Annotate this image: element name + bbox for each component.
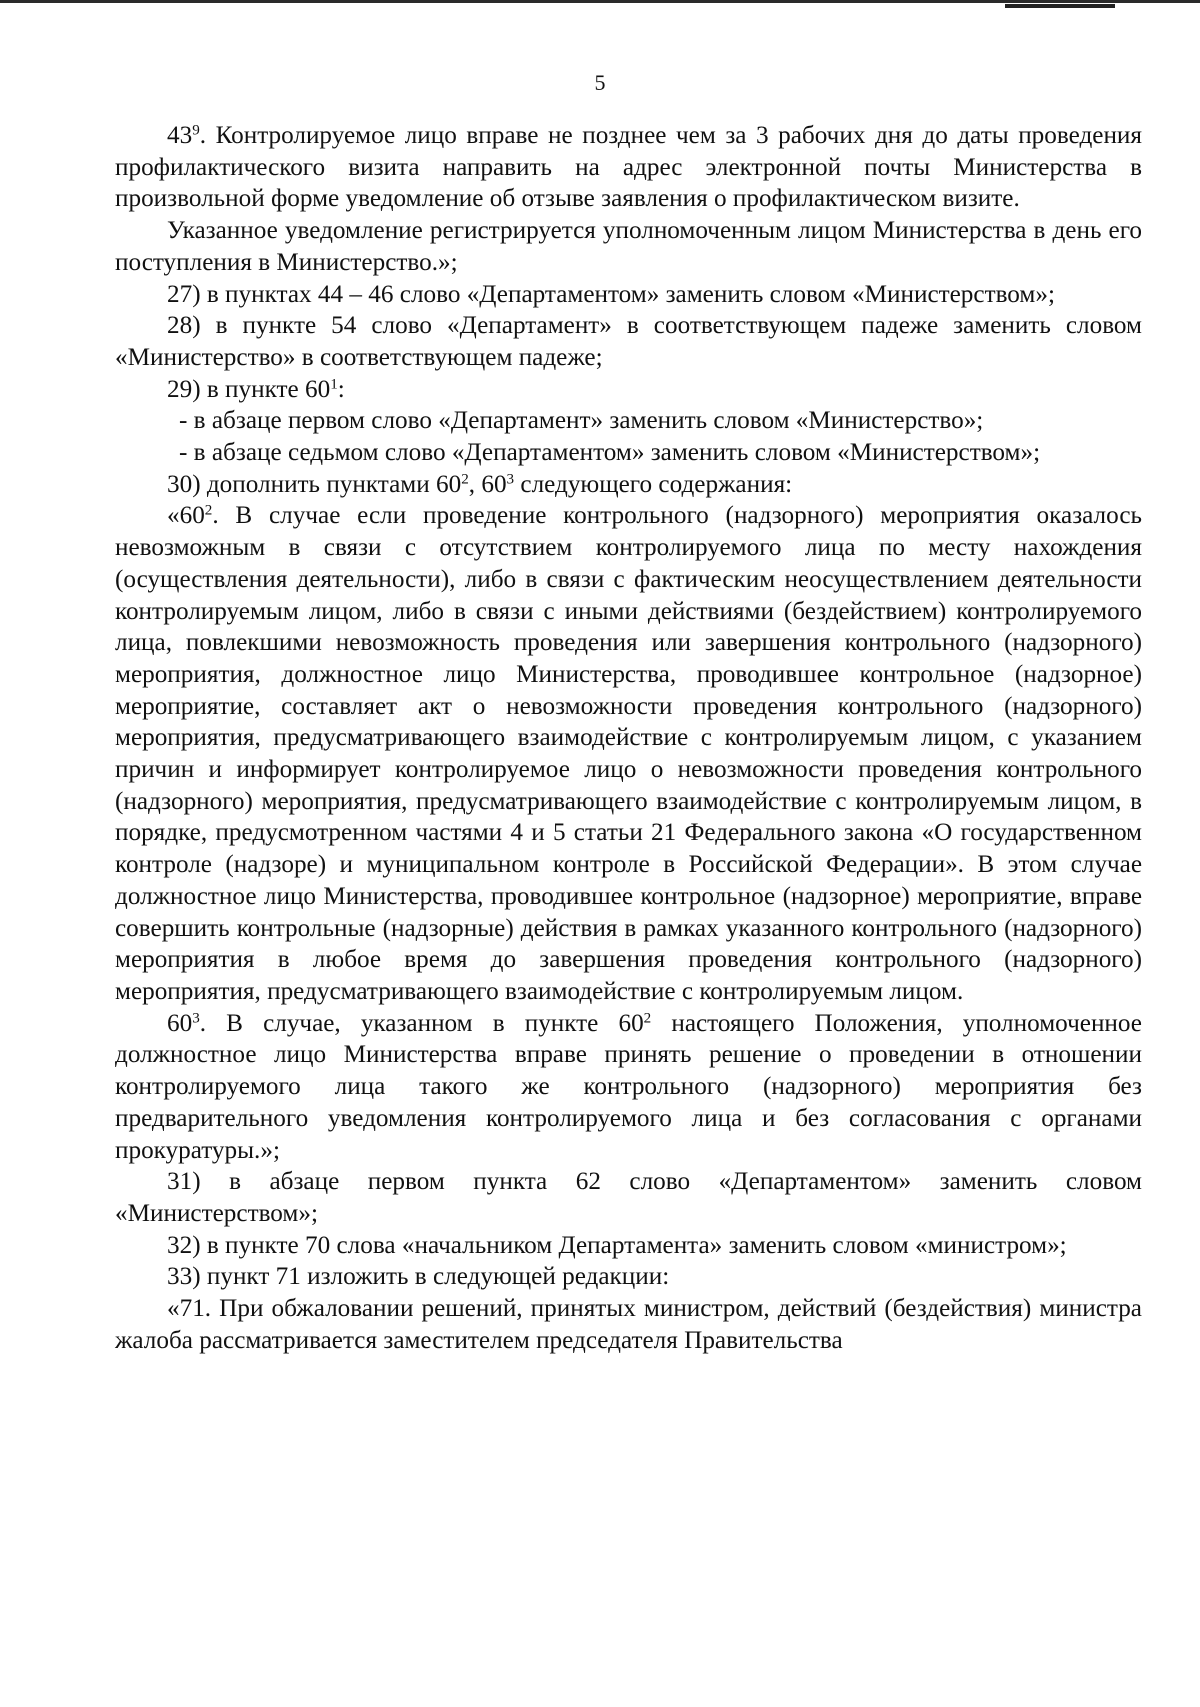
paragraph-item-29-dash-2: - в абзаце седьмом слово «Департаментом» заменить словом «Министерством»;	[179, 439, 1041, 467]
paragraph-60-2: «$60^2$. В случае если проведение контрольного (надзорного) мероприятия оказалось невозможным в связи с отсутствием контролируемого лица по месту нахождения (осуществления деятельности), либо в связи с фактическим неосуществлением деятельности контролируемым лицом, либо в связи с иными действиями (бездействием) контролируемого лица, повлекшими невозможность проведения или завершения контрольного (надзорного) мероприятия, должностное лицо Министерства, проводившее контрольное (надзорное) мероприятие, составляет акт о невозможности проведения контрольного (надзорного) мероприятия, предусматривающего взаимодействие с контролируемым лицом, с указанием причин и информирует контролируемое лицо о невозможности проведения контрольного (надзорного) мероприятия, предусматривающего взаимодействие с контролируемым лицом, в порядке, предусмотренном частями 4 и 5 статьи 21 Федерального закона «О государственном контроле (надзоре) и муниципальном контроле в Российской Федерации». В этом случае должностное лицо Министерства, проводившее контрольное (надзорное) мероприятие, вправе совершить контрольные (надзорные) действия в рамках указанного контрольного (надзорного) мероприятия в любое время до завершения проведения контрольного (надзорного) мероприятия, предусматривающего взаимодействие с контролируемым лицом.	[115, 502, 1142, 1005]
paragraph-item-29: 29) в пункте $60^1$:	[167, 375, 345, 403]
paragraph-item-28: 28) в пункте 54 слово «Департамент» в соответствующем падеже заменить словом «Министерство» в соответствующем падеже;	[115, 312, 1142, 371]
paragraph-43-9: $43^9$. Контролируемое лицо вправе не позднее чем за 3 рабочих дня до даты проведения профилактического визита направить на адрес электронной почты Министерства в произвольной форме уведомление об отзыве заявления о профилактическом визите.	[115, 122, 1142, 213]
paragraph-item-31: 31) в абзаце первом пункта 62 слово «Департаментом» заменить словом «Министерством»;	[115, 1168, 1142, 1227]
paragraph-notice-registration: Указанное уведомление регистрируется уполномоченным лицом Министерства в день его поступления в Министерство.»;	[115, 217, 1142, 276]
paragraph-60-3: $60^3$. В случае, указанном в пункте $60^2$ настоящего Положения, уполномоченное должностное лицо Министерства вправе принять решение о проведении в отношении контролируемого лица такого же контрольного (надзорного) мероприятия без предварительного уведомления контролируемого лица и без согласования с органами прокуратуры.»;	[115, 1009, 1142, 1164]
paragraph-item-32: 32) в пункте 70 слова «начальником Департамента» заменить словом «министром»;	[167, 1231, 1067, 1259]
paragraph-item-30: 30) дополнить пунктами $60^2$, $60^3$ следующего содержания:	[167, 470, 793, 498]
paragraph-item-27: 27) в пунктах 44 – 46 слово «Департаментом» заменить словом «Министерством»;	[167, 280, 1055, 308]
paragraph-item-29-dash-1: - в абзаце первом слово «Департамент» заменить словом «Министерство»;	[179, 407, 984, 435]
document-body	[115, 120, 1142, 1356]
paragraph-71: «71. При обжаловании решений, принятых министром, действий (бездействия) министра жалоба рассматривается заместителем председателя Правительства	[115, 1295, 1142, 1354]
top-border-line	[0, 0, 1200, 3]
page-number: 5	[594, 70, 606, 95]
top-border-mark	[1005, 4, 1115, 8]
paragraph-item-33: 33) пункт 71 изложить в следующей редакции:	[167, 1263, 670, 1291]
